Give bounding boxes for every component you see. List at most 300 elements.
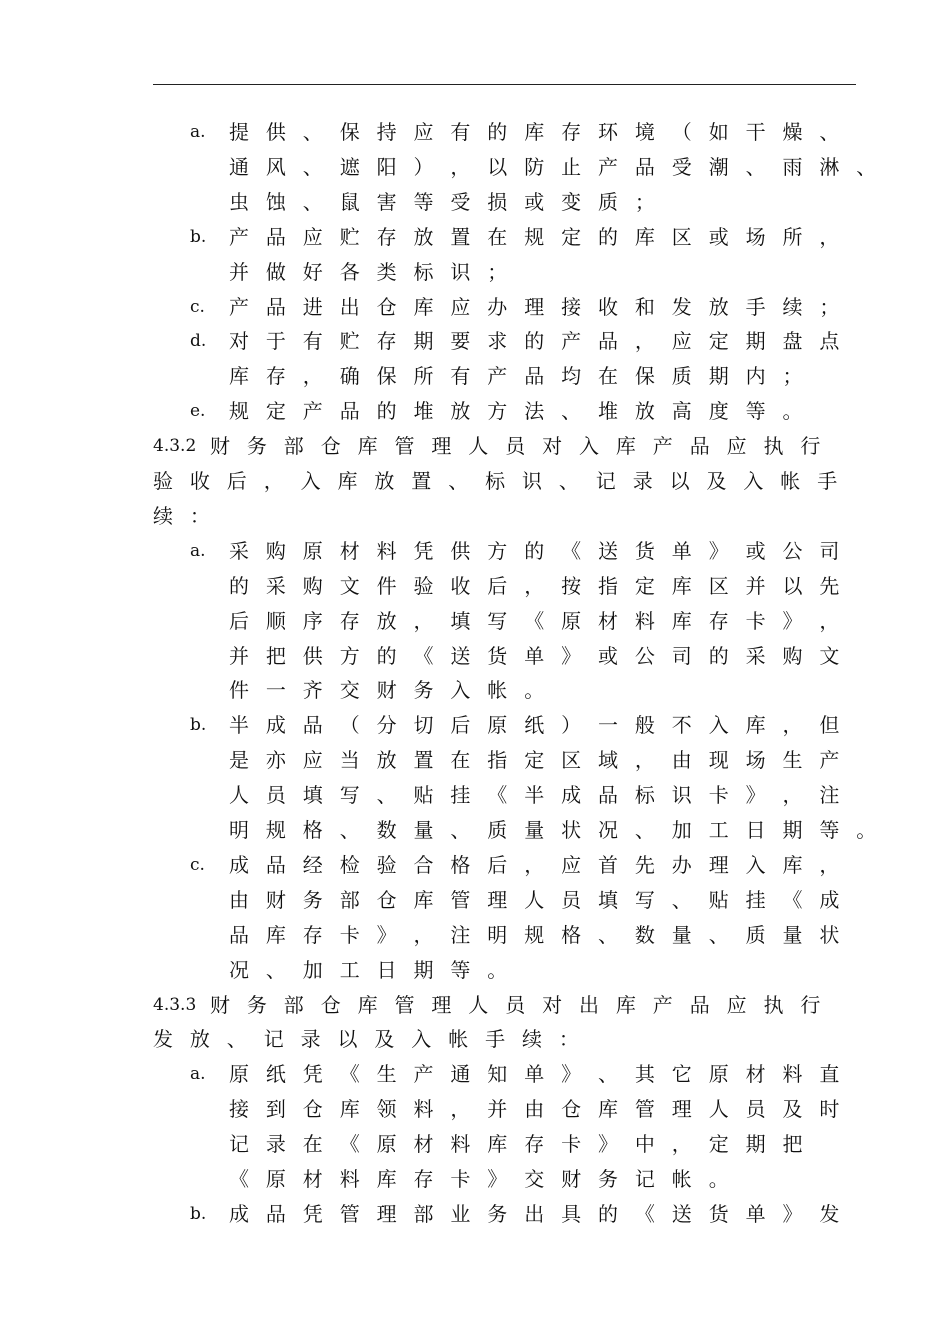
text-glyph: 保 — [376, 364, 397, 389]
list-marker: a. — [190, 540, 206, 561]
text-glyph: 写 — [487, 608, 508, 633]
text-glyph: 员 — [561, 887, 582, 912]
text-glyph: 录 — [300, 1027, 321, 1052]
text-glyph: 员 — [505, 992, 526, 1017]
text-glyph: 期 — [782, 818, 803, 842]
text-glyph: 成 — [229, 1201, 249, 1226]
text-glyph: 知 — [487, 1062, 508, 1087]
text-glyph: 的 — [487, 120, 508, 144]
text-glyph: 顺 — [265, 608, 286, 633]
text-glyph: 、 — [558, 469, 579, 493]
text-glyph: 卡 — [450, 1167, 471, 1191]
text-glyph: 域 — [598, 748, 618, 773]
text-glyph: 应 — [302, 748, 323, 773]
text-glyph: 止 — [561, 154, 582, 179]
text-glyph: 有 — [302, 329, 323, 354]
text-glyph: 帐 — [780, 469, 801, 493]
text-glyph: 、 — [745, 154, 766, 179]
text-glyph: 标 — [413, 259, 434, 284]
text-glyph: 理 — [524, 294, 545, 319]
text-glyph: 要 — [450, 329, 471, 354]
text-glyph: 成 — [819, 887, 840, 912]
text-glyph: 库 — [524, 120, 545, 144]
text-glyph: 、 — [265, 957, 286, 982]
text-glyph: 等 — [450, 957, 471, 982]
text-glyph: 虫 — [229, 189, 249, 214]
text-glyph: 卡 — [561, 1132, 582, 1157]
text-glyph: 料 — [376, 538, 397, 563]
text-glyph: 并 — [487, 1097, 508, 1122]
text-glyph: 原 — [265, 1167, 286, 1191]
text-glyph: ， — [524, 573, 545, 598]
text-glyph: 》 — [376, 922, 397, 947]
text-glyph: 通 — [450, 1062, 471, 1087]
text-glyph: 均 — [561, 364, 582, 389]
text-glyph: ； — [634, 189, 655, 214]
text-glyph: 仓 — [320, 992, 341, 1017]
text-glyph: 分 — [376, 713, 397, 738]
text-glyph: 格 — [450, 852, 471, 877]
text-glyph: 文 — [819, 643, 840, 668]
text-glyph: 品 — [598, 783, 618, 808]
text-glyph: 购 — [265, 538, 286, 563]
text-glyph: 期 — [413, 957, 434, 982]
text-glyph: 的 — [708, 643, 729, 668]
text-line — [0, 433, 950, 459]
text-glyph: ， — [450, 154, 471, 179]
text-glyph: 品 — [689, 434, 710, 459]
text-glyph: 置 — [450, 224, 471, 249]
text-glyph: 遮 — [339, 154, 360, 179]
text-glyph: 部 — [283, 434, 304, 459]
text-line — [0, 1026, 950, 1052]
text-glyph: 、 — [450, 818, 471, 842]
text-glyph: 帐 — [487, 678, 508, 703]
text-glyph: 存 — [265, 364, 286, 389]
text-glyph: 存 — [561, 120, 582, 144]
text-glyph: 手 — [485, 1027, 506, 1052]
text-glyph: 出 — [524, 1201, 545, 1226]
text-glyph: 在 — [598, 364, 618, 389]
text-glyph: 类 — [376, 259, 397, 284]
text-glyph: 具 — [561, 1201, 582, 1226]
text-glyph: 、 — [226, 1027, 247, 1052]
text-glyph: 《 — [339, 1062, 360, 1087]
text-glyph: 后 — [487, 573, 508, 598]
text-glyph: 规 — [265, 818, 286, 842]
text-line — [0, 608, 950, 634]
text-glyph: 写 — [634, 887, 655, 912]
text-glyph: 库 — [357, 992, 378, 1017]
text-glyph: 及 — [706, 469, 727, 493]
text-glyph: 害 — [376, 189, 397, 214]
text-glyph: 、 — [448, 469, 469, 493]
text-glyph: 人 — [708, 1097, 729, 1122]
text-glyph: 有 — [450, 120, 471, 144]
text-glyph: 做 — [265, 259, 286, 284]
text-glyph: 品 — [265, 1201, 286, 1226]
text-glyph: 《 — [413, 643, 434, 668]
text-glyph: 出 — [339, 294, 360, 319]
text-glyph: 一 — [598, 713, 618, 738]
text-glyph: 单 — [524, 643, 545, 668]
text-glyph: 其 — [634, 1062, 655, 1087]
text-glyph: 各 — [339, 259, 360, 284]
text-glyph: ， — [413, 922, 434, 947]
text-glyph: 并 — [229, 259, 249, 284]
text-glyph: 以 — [669, 469, 690, 493]
text-glyph: 放 — [450, 399, 471, 424]
text-glyph: 续 — [153, 503, 173, 528]
text-glyph: ， — [413, 608, 434, 633]
text-line — [0, 747, 950, 773]
text-glyph: 写 — [339, 783, 360, 808]
text-glyph: 干 — [745, 120, 766, 144]
text-glyph: 《 — [634, 1201, 655, 1226]
text-glyph: 续 — [782, 294, 803, 319]
text-glyph: 方 — [487, 538, 508, 563]
text-glyph: 填 — [450, 608, 471, 633]
text-glyph: 料 — [782, 1062, 803, 1087]
list-marker: c. — [190, 296, 205, 317]
text-glyph: 、 — [634, 818, 655, 842]
text-glyph: 部 — [413, 1201, 434, 1226]
text-glyph: 阳 — [376, 154, 397, 179]
text-glyph: 规 — [524, 224, 545, 249]
text-glyph: 产 — [598, 154, 618, 179]
text-glyph: 当 — [339, 748, 360, 773]
text-glyph: 务 — [246, 992, 267, 1017]
text-glyph: 、 — [376, 783, 397, 808]
text-glyph: 收 — [189, 469, 210, 493]
text-glyph: 的 — [229, 573, 249, 598]
text-glyph: 公 — [634, 643, 655, 668]
text-glyph: 及 — [374, 1027, 395, 1052]
text-glyph: 材 — [745, 1062, 766, 1087]
text-glyph: 供 — [450, 538, 471, 563]
text-glyph: 半 — [524, 783, 545, 808]
text-glyph: 定 — [561, 224, 582, 249]
text-glyph: 库 — [357, 434, 378, 459]
text-glyph: 人 — [524, 887, 545, 912]
text-glyph: ， — [819, 852, 840, 877]
text-glyph: 验 — [413, 573, 434, 598]
text-glyph: 执 — [763, 992, 784, 1017]
text-glyph: ； — [487, 259, 508, 284]
text-glyph: 注 — [819, 783, 840, 808]
text-glyph: 识 — [522, 469, 542, 493]
text-glyph: 产 — [302, 399, 323, 424]
text-glyph: 首 — [598, 852, 618, 877]
text-glyph: 》 — [782, 1201, 803, 1226]
text-glyph: 理 — [431, 992, 452, 1017]
text-glyph: 或 — [745, 538, 766, 563]
text-glyph: 定 — [265, 399, 286, 424]
text-glyph: 库 — [671, 573, 692, 598]
text-glyph: 品 — [598, 329, 618, 354]
text-line — [0, 503, 950, 529]
text-glyph: 验 — [376, 852, 397, 877]
text-glyph: 存 — [302, 922, 323, 947]
text-glyph: 和 — [634, 294, 655, 319]
text-glyph: 定 — [524, 748, 545, 773]
text-glyph: 合 — [413, 852, 434, 877]
text-glyph: 所 — [413, 364, 434, 389]
text-glyph: 量 — [671, 922, 692, 947]
text-glyph: 把 — [782, 1132, 803, 1157]
text-glyph: 加 — [671, 818, 692, 842]
text-glyph: 、 — [302, 189, 323, 214]
text-glyph: ， — [782, 783, 803, 808]
section-number: 4.3.3 — [153, 994, 197, 1015]
text-glyph: 、 — [561, 399, 582, 424]
text-glyph: 交 — [524, 1167, 545, 1191]
text-glyph: 手 — [817, 469, 838, 493]
text-glyph: 人 — [468, 992, 489, 1017]
text-glyph: 入 — [300, 469, 321, 493]
text-glyph: 燥 — [782, 120, 803, 144]
text-glyph: 供 — [302, 643, 323, 668]
text-glyph: （ — [339, 713, 360, 738]
text-line — [0, 922, 950, 948]
text-glyph: 并 — [745, 573, 766, 598]
text-glyph: 》 — [487, 1167, 508, 1191]
text-glyph: 凭 — [302, 1201, 323, 1226]
text-glyph: 料 — [413, 1097, 434, 1122]
text-glyph: 环 — [598, 120, 618, 144]
list-marker: b. — [190, 1203, 207, 1224]
text-glyph: 记 — [263, 1027, 284, 1052]
text-glyph: 《 — [524, 608, 545, 633]
text-line — [0, 992, 950, 1018]
text-glyph: 仓 — [561, 1097, 582, 1122]
text-glyph: 品 — [524, 364, 545, 389]
text-line — [0, 643, 950, 669]
text-glyph: 受 — [450, 189, 471, 214]
text-glyph: 《 — [229, 1167, 249, 1191]
text-glyph: 务 — [246, 434, 267, 459]
text-line — [0, 398, 950, 424]
text-glyph: 采 — [745, 643, 766, 668]
text-glyph: 识 — [450, 259, 471, 284]
text-glyph: 财 — [265, 887, 286, 912]
text-glyph: 、 — [302, 154, 323, 179]
text-glyph: ； — [819, 294, 840, 319]
text-glyph: 。 — [708, 1167, 729, 1191]
text-glyph: 存 — [339, 608, 360, 633]
text-glyph: 《 — [339, 1132, 360, 1157]
text-glyph: 雨 — [782, 154, 803, 179]
text-line — [0, 328, 950, 354]
text-glyph: 齐 — [302, 678, 323, 703]
text-glyph: 原 — [302, 538, 323, 563]
text-glyph: 潮 — [708, 154, 729, 179]
text-glyph: 库 — [782, 852, 803, 877]
text-glyph: 规 — [229, 399, 249, 424]
text-glyph: 挂 — [450, 783, 471, 808]
text-glyph: 存 — [524, 1132, 545, 1157]
list-marker: a. — [190, 1064, 206, 1085]
text-glyph: 库 — [615, 992, 636, 1017]
text-glyph: ， — [524, 852, 545, 877]
text-glyph: 直 — [819, 1062, 840, 1087]
text-glyph: 员 — [265, 783, 286, 808]
text-glyph: 日 — [376, 957, 397, 982]
text-glyph: 淋 — [819, 154, 840, 179]
text-glyph: 量 — [782, 922, 803, 947]
text-glyph: 产 — [652, 992, 673, 1017]
text-glyph: 件 — [376, 573, 397, 598]
text-glyph: 确 — [339, 364, 360, 389]
text-glyph: 。 — [856, 818, 877, 842]
text-glyph: 仓 — [376, 887, 397, 912]
text-glyph: 理 — [708, 852, 729, 877]
text-glyph: 检 — [339, 852, 360, 877]
text-glyph: 产 — [487, 364, 508, 389]
text-glyph: 办 — [671, 852, 692, 877]
text-glyph: ： — [189, 503, 210, 528]
text-glyph: 卡 — [339, 922, 360, 947]
text-glyph: 明 — [487, 922, 508, 947]
text-glyph: 《 — [561, 538, 582, 563]
text-glyph: 仓 — [320, 434, 341, 459]
text-line — [0, 468, 950, 494]
text-glyph: 指 — [487, 748, 508, 773]
text-glyph: 先 — [819, 573, 840, 598]
text-line — [0, 852, 950, 878]
text-glyph: 、 — [302, 120, 323, 144]
text-glyph: 领 — [376, 1097, 397, 1122]
text-glyph: 件 — [229, 678, 249, 703]
text-glyph: 产 — [229, 294, 249, 319]
text-glyph: 不 — [671, 713, 692, 738]
text-glyph: 理 — [487, 887, 508, 912]
text-glyph: 鼠 — [339, 189, 360, 214]
text-glyph: 在 — [302, 1132, 323, 1157]
text-glyph: 及 — [782, 1097, 803, 1122]
text-glyph: 量 — [413, 818, 434, 842]
text-glyph: 《 — [782, 887, 803, 912]
text-glyph: 生 — [782, 748, 803, 773]
section-number: 4.3.2 — [153, 436, 197, 457]
text-glyph: 执 — [763, 434, 784, 459]
header-rule — [153, 84, 856, 85]
text-glyph: 场 — [745, 224, 766, 249]
text-glyph: 对 — [542, 992, 563, 1017]
text-glyph: 库 — [671, 608, 692, 633]
text-glyph: 品 — [265, 224, 286, 249]
text-glyph: 数 — [634, 922, 655, 947]
text-glyph: 发 — [819, 1201, 840, 1226]
text-glyph: 库 — [745, 713, 766, 738]
text-glyph: 产 — [413, 1062, 434, 1087]
text-glyph: 在 — [450, 748, 471, 773]
text-glyph: 填 — [302, 783, 323, 808]
text-glyph: 》 — [561, 1062, 582, 1087]
text-glyph: 质 — [487, 818, 508, 842]
text-glyph: 料 — [339, 1167, 360, 1191]
text-glyph: 凭 — [302, 1062, 323, 1087]
text-glyph: 单 — [524, 1062, 545, 1087]
text-glyph: 后 — [450, 713, 471, 738]
text-glyph: 管 — [394, 992, 415, 1017]
text-glyph: 、 — [856, 154, 877, 179]
text-glyph: 放 — [634, 399, 655, 424]
text-glyph: 凭 — [413, 538, 434, 563]
text-glyph: 司 — [819, 538, 840, 563]
text-glyph: 原 — [487, 713, 508, 738]
text-glyph: 产 — [819, 748, 840, 773]
text-glyph: 手 — [745, 294, 766, 319]
text-glyph: 入 — [743, 469, 764, 493]
text-glyph: 单 — [745, 1201, 766, 1226]
text-glyph: 录 — [265, 1132, 286, 1157]
text-glyph: 收 — [598, 294, 618, 319]
text-line — [0, 887, 950, 913]
text-glyph: 风 — [265, 154, 286, 179]
text-glyph: 期 — [708, 364, 729, 389]
text-glyph: 材 — [598, 608, 618, 633]
text-glyph: 入 — [450, 678, 471, 703]
text-glyph: 司 — [671, 643, 692, 668]
text-glyph: 购 — [782, 643, 803, 668]
text-glyph: 纸 — [524, 713, 545, 738]
text-glyph: 成 — [561, 783, 582, 808]
text-glyph: 序 — [302, 608, 323, 633]
text-glyph: 》 — [708, 538, 729, 563]
text-line — [0, 1166, 950, 1192]
text-glyph: ， — [634, 748, 655, 773]
text-glyph: 出 — [579, 992, 599, 1017]
text-glyph: 采 — [229, 538, 249, 563]
text-line — [0, 259, 950, 285]
text-glyph: 记 — [229, 1132, 249, 1157]
text-glyph: 的 — [598, 224, 618, 249]
text-glyph: 《 — [487, 783, 508, 808]
text-glyph: 库 — [413, 887, 434, 912]
text-glyph: 应 — [561, 852, 582, 877]
text-glyph: 好 — [302, 259, 323, 284]
text-glyph: 存 — [376, 224, 397, 249]
text-glyph: 般 — [634, 713, 655, 738]
text-glyph: 法 — [524, 399, 545, 424]
text-glyph: 送 — [598, 538, 618, 563]
text-glyph: 格 — [561, 922, 582, 947]
text-glyph: 通 — [229, 154, 249, 179]
text-glyph: 在 — [487, 224, 508, 249]
text-glyph: 把 — [265, 643, 286, 668]
text-glyph: 务 — [598, 1167, 618, 1191]
text-glyph: 品 — [302, 713, 323, 738]
text-glyph: ， — [819, 224, 840, 249]
text-glyph: 质 — [598, 189, 618, 214]
text-glyph: 存 — [413, 1167, 434, 1191]
text-glyph: 堆 — [598, 399, 618, 424]
text-glyph: 、 — [339, 818, 360, 842]
text-glyph: 内 — [745, 364, 766, 389]
text-line — [0, 1061, 950, 1087]
text-glyph: 产 — [652, 434, 673, 459]
text-glyph: 、 — [598, 1062, 618, 1087]
text-line — [0, 677, 950, 703]
text-glyph: 录 — [632, 469, 653, 493]
text-glyph: 财 — [210, 434, 230, 459]
text-glyph: 的 — [598, 1201, 618, 1226]
list-marker: b. — [190, 715, 207, 736]
text-glyph: 产 — [561, 329, 582, 354]
text-glyph: 材 — [413, 1132, 434, 1157]
text-glyph: 》 — [782, 608, 803, 633]
